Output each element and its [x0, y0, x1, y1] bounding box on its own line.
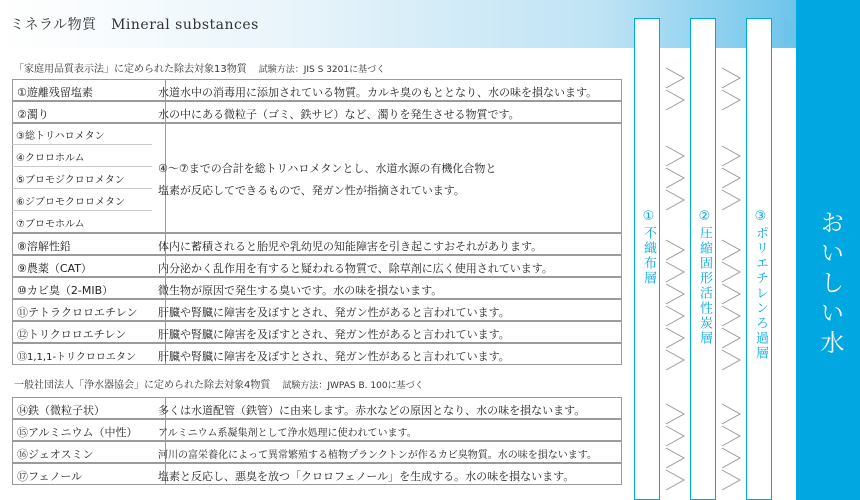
result-label: おいしい水 — [816, 210, 844, 360]
chevron-right-icon — [666, 328, 684, 348]
substance-name: ⑧溶解性鉛 — [17, 240, 71, 253]
substance-name: ⑯ジェオスミン — [17, 448, 94, 461]
chevron-right-icon — [722, 284, 740, 304]
group-item — [12, 167, 152, 189]
chevron-right-icon — [666, 448, 684, 468]
substance-description: 肝臓や腎臓に障害を及ぼすとされ、発ガン性があると言われています。 — [158, 306, 510, 319]
section1-title — [14, 60, 385, 75]
chevron-right-icon — [666, 90, 684, 110]
filter-layer-label: ②圧縮固形活性炭層 — [697, 209, 712, 346]
chevron-right-icon — [722, 262, 740, 282]
chevron-right-icon — [666, 284, 684, 304]
group-description-line1: ④～⑦までの合計を総トリハロメタンとし、水道水源の有機化合物と — [158, 162, 497, 175]
substance-name: ⑰フェノール — [17, 470, 83, 483]
substance-name: ⑪テトラクロロエチレン — [17, 306, 138, 319]
chevron-right-icon — [666, 68, 684, 88]
chevron-right-icon — [722, 146, 740, 166]
substance-name: ⑤ブロモジクロロメタン — [16, 175, 125, 186]
substance-description: 肝臓や腎臓に障害を及ぼすとされ、発ガン性があると言われています。 — [158, 350, 510, 363]
filter-layer-label: ①不織布層 — [641, 209, 656, 286]
substance-description: アルミニウム系凝集剤として浄水処理に使われています。 — [158, 428, 417, 439]
chevron-right-icon — [722, 240, 740, 260]
column-divider — [165, 124, 166, 232]
table-row — [12, 441, 622, 463]
section1-title-text: 「家庭用品質表示法」に定められた除去対象13物質 — [14, 64, 247, 75]
substance-description: 肝臓や腎臓に障害を及ぼすとされ、発ガン性があると言われています。 — [158, 328, 510, 341]
substance-name: ④クロロホルム — [16, 153, 85, 164]
substance-name: ⑩カビ臭（2-MIB） — [17, 284, 114, 297]
chevron-right-icon — [722, 306, 740, 326]
chevron-right-icon — [722, 168, 740, 188]
table-row — [12, 299, 622, 321]
chevron-right-icon — [666, 470, 684, 490]
substance-description: 体内に蓄積されると胎児や乳幼児の知能障害を引き起こすおそれがあります。 — [158, 240, 543, 253]
section2-title — [14, 376, 424, 391]
table-row — [12, 419, 622, 441]
chevron-right-icon — [722, 470, 740, 490]
chevron-right-icon — [722, 448, 740, 468]
section2-title-text: 一般社団法人「浄水器協会」に定められた除去対象4物質 — [14, 380, 271, 391]
table-row — [12, 343, 622, 365]
section2-method: 試験方法：JWPAS B. 100に基づく — [282, 381, 424, 391]
substance-name: ⑨農薬（CAT） — [17, 262, 92, 275]
section1-method: 試験方法：JIS S 3201に基づく — [258, 65, 386, 75]
group-item — [12, 123, 152, 145]
chevron-right-icon — [666, 306, 684, 326]
substance-name: ③総トリハロメタン — [16, 131, 105, 142]
group-item — [12, 145, 152, 167]
substance-name: ②濁り — [17, 108, 49, 121]
page-title: ミネラル物質 Mineral substances — [10, 17, 259, 33]
table-row — [12, 255, 622, 277]
chevron-right-icon — [666, 146, 684, 166]
substance-name: ⑥ジブロモクロロメタン — [16, 197, 125, 208]
chevron-right-icon — [666, 262, 684, 282]
substance-description: 内分泌かく乱作用を有すると疑われる物質で、除草剤に広く使用されています。 — [158, 262, 553, 275]
table-row — [12, 79, 622, 101]
substance-name: ⑬1,1,1-トリクロロエタン — [17, 352, 136, 363]
chevron-right-icon — [722, 190, 740, 210]
substance-description: 水の中にある微粒子（ゴミ、鉄サビ）など、濁りを発生させる物質です。 — [158, 108, 520, 121]
group-item — [12, 189, 152, 211]
chevron-right-icon — [722, 90, 740, 110]
chevron-right-icon — [666, 190, 684, 210]
group-item — [12, 211, 152, 233]
chevron-right-icon — [666, 240, 684, 260]
substance-description: 微生物が原因で発生する臭いです。水の味を損ないます。 — [158, 284, 443, 297]
chevron-right-icon — [666, 404, 684, 424]
table-row — [12, 233, 622, 255]
substance-description: 多くは水道配管（鉄管）に由来します。赤水などの原因となり、水の味を損ないます。 — [158, 404, 586, 417]
table-row — [12, 397, 622, 419]
substance-name: ⑭鉄（微粒子状） — [17, 404, 105, 417]
filter-layer-label: ③ポリエチレンろ過層 — [753, 209, 768, 361]
table-row — [12, 321, 622, 343]
table-row — [12, 101, 622, 123]
substance-name: ⑦ブロモホルム — [16, 219, 85, 230]
chevron-right-icon — [666, 426, 684, 446]
substance-name: ⑮アルミニウム（中性） — [17, 426, 138, 439]
substance-name: ⑫トリクロロエチレン — [17, 328, 127, 341]
chevron-right-icon — [722, 328, 740, 348]
substance-name: ①遊離残留塩素 — [17, 86, 93, 99]
substance-description: 河川の富栄養化によって異常繁殖する植物プランクトンが作るカビ臭物質。水の味を損ないます。 — [158, 450, 597, 461]
group-description-line2: 塩素が反応してできるもので、発ガン性が指摘されています。 — [158, 184, 465, 197]
chevron-right-icon — [666, 350, 684, 370]
chevron-right-icon — [722, 426, 740, 446]
table-row — [12, 463, 622, 485]
substance-description: 塩素と反応し、悪臭を放つ「クロロフェノール」を生成する。水の味を損ないます。 — [158, 470, 575, 483]
chevron-right-icon — [722, 404, 740, 424]
chevron-arrows — [634, 18, 794, 500]
chevron-right-icon — [722, 68, 740, 88]
filter-layers — [634, 18, 794, 500]
chevron-right-icon — [722, 350, 740, 370]
substance-description: 水道水中の消毒用に添加されている物質。カルキ臭のもととなり、水の味を損ないます。 — [158, 86, 598, 99]
chevron-right-icon — [666, 168, 684, 188]
table-row — [12, 277, 622, 299]
